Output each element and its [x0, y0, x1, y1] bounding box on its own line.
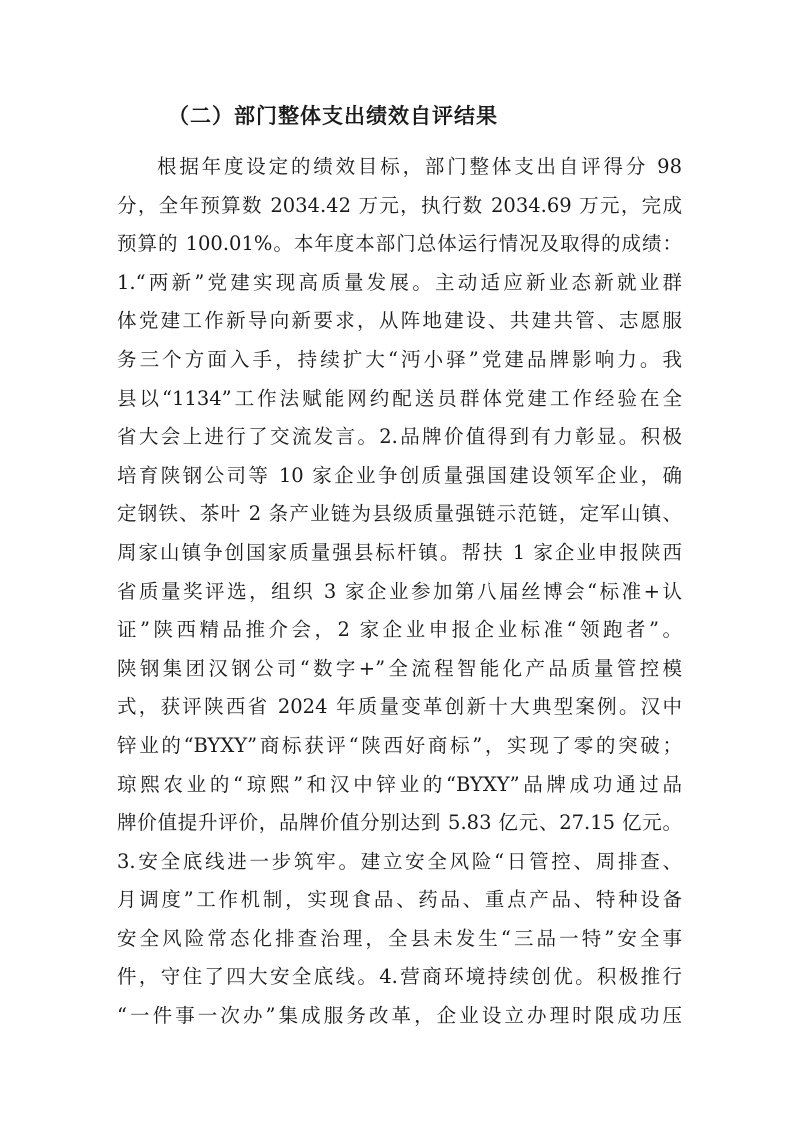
- paragraph-line: 分，全年预算数 2034.42 万元，执行数 2034.69 万元，完成: [117, 193, 682, 217]
- section-heading: （二）部门整体支出绩效自评结果: [168, 103, 498, 128]
- paragraph-line: 务三个方面入手，持续扩大“沔小驿”党建品牌影响力。我: [117, 347, 682, 371]
- paragraph-line: 安全风险常态化排查治理，全县未发生“三品一特”安全事: [117, 926, 682, 950]
- paragraph-line: 体党建工作新导向新要求，从阵地建设、共建共管、志愿服: [117, 309, 682, 333]
- paragraph-line: 锌业的“BYXY”商标获评“陕西好商标”，实现了零的突破；: [117, 733, 682, 757]
- paragraph-line: 培育陕钢公司等 10 家企业争创质量强国建设领军企业，确: [117, 463, 682, 487]
- paragraph-line: 根据年度设定的绩效目标，部门整体支出自评得分 98: [157, 155, 682, 178]
- paragraph-line: 周家山镇争创国家质量强县标杆镇。帮扶 1 家企业申报陕西: [117, 540, 682, 564]
- paragraph-line: 陕钢集团汉钢公司“数字+”全流程智能化产品质量管控模: [117, 656, 682, 680]
- paragraph-line: 定钢铁、茶叶 2 条产业链为县级质量强链示范链，定军山镇、: [117, 502, 682, 526]
- paragraph-line: 县以“1134”工作法赋能网约配送员群体党建工作经验在全: [117, 386, 682, 410]
- paragraph-line: 预算的 100.01%。本年度本部门总体运行情况及取得的成绩：: [117, 232, 682, 256]
- paragraph-line: 牌价值提升评价，品牌价值分别达到 5.83 亿元、27.15 亿元。: [117, 811, 682, 835]
- paragraph-line: “一件事一次办”集成服务改革，企业设立办理时限成功压: [117, 1004, 682, 1028]
- paragraph-line: 1.“两新”党建实现高质量发展。主动适应新业态新就业群: [117, 270, 682, 294]
- paragraph-line: 证”陕西精品推介会，2 家企业申报企业标准“领跑者”。: [117, 618, 682, 642]
- paragraph-line: 月调度”工作机制，实现食品、药品、重点产品、特种设备: [117, 888, 682, 912]
- paragraph-line: 省质量奖评选，组织 3 家企业参加第八届丝博会“标准+认: [117, 579, 682, 603]
- paragraph-line: 省大会上进行了交流发言。2.品牌价值得到有力彰显。积极: [117, 425, 682, 449]
- body-paragraph: [117, 148, 682, 1036]
- paragraph-line: 件，守住了四大安全底线。4.营商环境持续创优。积极推行: [117, 965, 682, 989]
- paragraph-line: 式，获评陕西省 2024 年质量变革创新十大典型案例。汉中: [117, 695, 682, 719]
- paragraph-line: 琼熙农业的“琼熙”和汉中锌业的“BYXY”品牌成功通过品: [117, 772, 682, 796]
- paragraph-line: 3.安全底线进一步筑牢。建立安全风险“日管控、周排查、: [117, 849, 682, 873]
